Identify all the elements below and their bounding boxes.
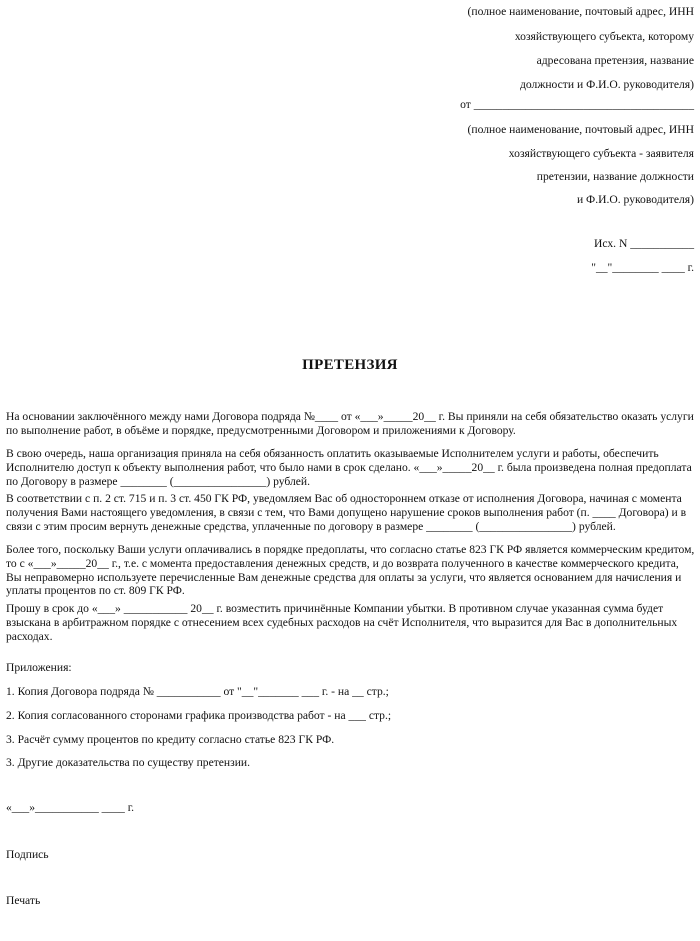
sender-line-1: (полное наименование, почтовый адрес, ИНН (467, 123, 694, 136)
recipient-line-1: (полное наименование, почтовый адрес, ИНН (467, 5, 694, 18)
paragraph-demand: Прошу в срок до «___» ___________ 20__ г. возместить причинённые Компании убытки. В противном случае указанная сумма будет взыскана в арбитражном порядке с отнесением всех судебных расходов на счёт Исполнителя, что выразится для Вас в дополнительных расходах. (6, 602, 678, 643)
outgoing-number: Исх. N ___________ (594, 237, 694, 250)
paragraph-refusal: В соответствии с п. 2 ст. 715 и п. 3 ст. 450 ГК РФ, уведомляем Вас об одностороннем отказе от исполнения Договора, начиная с момента получения Вами настоящего уведомления, в связи с тем, что Вами допущено нарушение сроков выполнения работ (п. ____ Договора) и в связи с этим просим вернуть денежные средства, уплаченные по договору в размере ________ (________________) рублей. (6, 492, 687, 533)
outgoing-date: "__"________ ____ г. (591, 261, 694, 274)
attachment-item: 2. Копия согласованного сторонами графика производства работ - на ___ стр.; (6, 709, 392, 722)
sender-line-4: и Ф.И.О. руководителя) (576, 193, 694, 206)
sender-line-2: хозяйствующего субъекта - заявителя (508, 147, 694, 160)
recipient-line-3: адресована претензия, название (536, 54, 694, 67)
attachment-item: 1. Копия Договора подряда № ___________ от "__"_______ ___ г. - на __ стр.; (6, 685, 389, 698)
signature-label: Подпись (6, 848, 49, 861)
attachment-item: 3. Расчёт сумму процентов по кредиту согласно статье 823 ГК РФ. (6, 733, 335, 746)
document-title: ПРЕТЕНЗИЯ (302, 357, 398, 373)
sender-line-3: претензии, название должности (536, 170, 694, 183)
paragraph-contract: На основании заключённого между нами Договора подряда №____ от «___»_____20__ г. Вы приняли на себя обязательство оказать услуги по выполнение работ, в объёме и порядке, предусмотренными Договором и приложениями к Договору. (6, 410, 694, 437)
recipient-line-4: должности и Ф.И.О. руководителя) (520, 78, 694, 91)
footer-date: «___»___________ ____ г. (6, 801, 135, 814)
attachment-item: 3. Другие доказательства по существу претензии. (6, 756, 251, 769)
recipient-line-2: хозяйствующего субъекта, которому (514, 30, 694, 43)
paragraph-credit: Более того, поскольку Ваши услуги оплачивались в порядке предоплаты, что согласно статье 823 ГК РФ является коммерческим кредитом, то с «___»_____20__ г., т.е. с момента предоставления денежных средств, и до возврата полученного в качестве коммерческого кредита, Вы неправомерно используете перечисленные Вам денежные средства для оплаты за услуги, что является основанием для начисления и уплаты процентов по ст. 809 ГК РФ. (6, 543, 695, 598)
paragraph-obligations: В свою очередь, наша организация приняла на себя обязанность оплатить оказываемые Исполнителем услуги и работы, обеспечить Исполнителю доступ к объекту выполнения работ, что было нами в срок сделано. «___»_____20__ г. была произведена полная предоплата по Договору в размере ________ (________________) рублей. (6, 447, 692, 488)
attachments-heading: Приложения: (6, 661, 72, 674)
stamp-label: Печать (6, 894, 41, 907)
from-line: от ______________________________________ (460, 98, 694, 111)
